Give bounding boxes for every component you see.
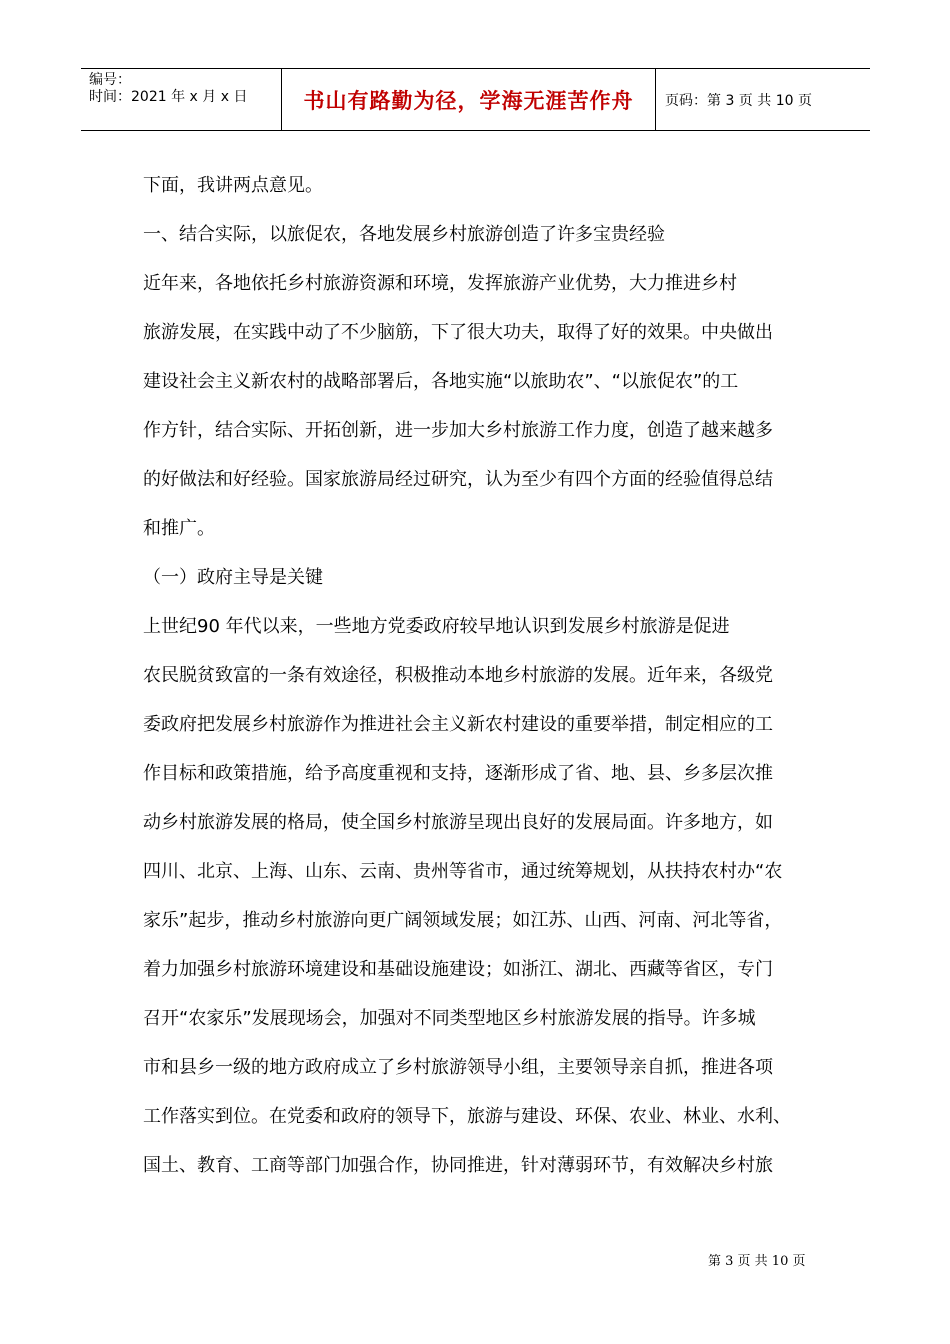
subsection-heading: （一）政府主导是关键 [143, 567, 323, 588]
body-line: 的好做法和好经验。国家旅游局经过研究，认为至少有四个方面的经验值得总结 [143, 469, 773, 490]
body-line: 四川、北京、上海、山东、云南、贵州等省市，通过统筹规划，从扶持农村办“农 [143, 861, 783, 882]
body-line: 家乐”起步，推动乡村旅游向更广阔领域发展；如江苏、山西、河南、河北等省， [143, 910, 783, 931]
body-line: 作方针，结合实际、开拓创新，进一步加大乡村旅游工作力度，创造了越来越多 [143, 420, 773, 441]
body-line: 下面，我讲两点意见。 [143, 175, 323, 196]
body-line: 动乡村旅游发展的格局，使全国乡村旅游呈现出良好的发展局面。许多地方，如 [143, 812, 773, 833]
section-heading: 一、结合实际，以旅促农，各地发展乡村旅游创造了许多宝贵经验 [143, 224, 665, 245]
body-line: 旅游发展，在实践中动了不少脑筋，下了很大功夫，取得了好的效果。中央做出 [143, 322, 773, 343]
header-meta-cell [81, 69, 281, 130]
body-line: 国土、教育、工商等部门加强合作，协同推进，针对薄弱环节，有效解决乡村旅 [143, 1155, 773, 1176]
document-body [143, 161, 815, 1190]
page-footer-number: 第 3 页 共 10 页 [708, 1254, 806, 1269]
page-header [81, 68, 870, 131]
body-line: 委政府把发展乡村旅游作为推进社会主义新农村建设的重要举措，制定相应的工 [143, 714, 773, 735]
body-line: 工作落实到位。在党委和政府的领导下，旅游与建设、环保、农业、林业、水利、 [143, 1106, 791, 1127]
body-line: 建设社会主义新农村的战略部署后，各地实施“以旅助农”、“以旅促农”的工 [143, 371, 739, 392]
header-page-code: 页码：第 3 页 共 10 页 [665, 92, 812, 109]
body-line: 市和县乡一级的地方政府成立了乡村旅游领导小组，主要领导亲自抓，推进各项 [143, 1057, 773, 1078]
body-line: 农民脱贫致富的一条有效途径，积极推动本地乡村旅游的发展。近年来，各级党 [143, 665, 773, 686]
body-line: 和推广。 [143, 518, 215, 539]
body-line: 着力加强乡村旅游环境建设和基础设施建设；如浙江、湖北、西藏等省区，专门 [143, 959, 773, 980]
body-line: 上世纪90 年代以来，一些地方党委政府较早地认识到发展乡村旅游是促进 [143, 616, 730, 637]
header-motto-cell [281, 69, 656, 130]
body-line: 召开“农家乐”发展现场会，加强对不同类型地区乡村旅游发展的指导。许多城 [143, 1008, 756, 1029]
document-time-label: 时间：2021 年 x 月 x 日 [89, 89, 248, 105]
body-line: 作目标和政策措施，给予高度重视和支持，逐渐形成了省、地、县、乡多层次推 [143, 763, 773, 784]
header-page-cell [655, 69, 870, 130]
header-motto: 书山有路勤为径，学海无涯苦作舟 [303, 88, 634, 113]
document-number-label: 编号： [89, 72, 131, 88]
body-line: 近年来，各地依托乡村旅游资源和环境，发挥旅游产业优势，大力推进乡村 [143, 273, 737, 294]
